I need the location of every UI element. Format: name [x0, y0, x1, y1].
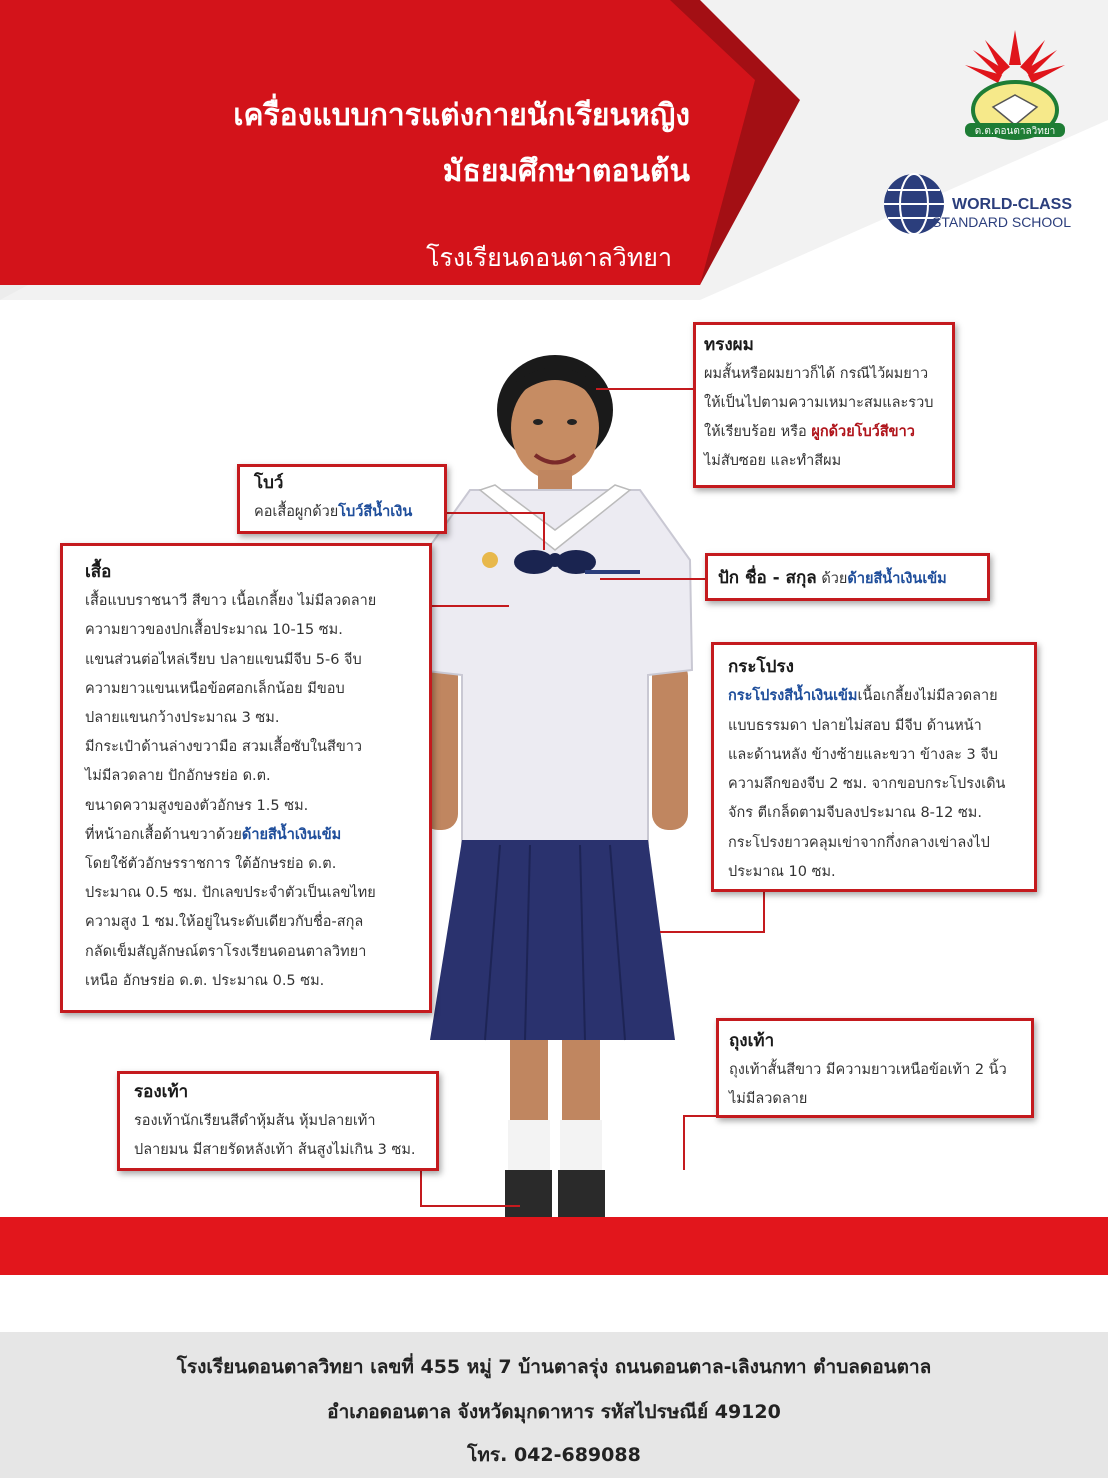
hair-heading: ทรงผม — [704, 335, 754, 355]
skirt-line-4: ความลึกของจีบ 2 ซม. จากขอบกระโปรงเดิน — [728, 776, 1006, 793]
logo-text: ด.ต.ดอนตาลวิทยา — [974, 126, 1056, 137]
hair-line-3 — [704, 418, 944, 447]
page-title — [233, 88, 690, 200]
shirt-line-2: ความยาวของปกเสื้อประมาณ 10-15 ซม. — [85, 622, 343, 639]
skirt-line-7: ประมาณ 10 ซม. — [728, 864, 836, 881]
connector-skirt-h — [660, 931, 765, 933]
shirt-line-9 — [85, 821, 407, 850]
name-heading: ปัก ชื่อ - สกุล — [718, 568, 817, 588]
badge-line-1: WORLD-CLASS — [952, 196, 1072, 213]
socks-line-2: ไม่มีลวดลาย — [729, 1091, 808, 1107]
shirt-line-7: ไม่มีลวดลาย ปักอักษรย่อ ด.ต. — [85, 768, 271, 785]
skirt-box — [711, 642, 1037, 892]
hair-box — [693, 322, 955, 488]
footer-address-1: โรงเรียนดอนตาลวิทยา เลขที่ 455 หมู่ 7 บ้านตาลรุ่ง ถนนดอนตาล-เลิงนกทา ตำบลดอนตาล — [176, 1356, 932, 1378]
connector-hair — [596, 388, 694, 390]
shirt-line-8: ขนาดความสูงของตัวอักษร 1.5 ซม. — [85, 797, 309, 814]
skirt-line-1b: เนื้อเกลี้ยงไม่มีลวดลาย — [857, 688, 998, 705]
student-photo — [410, 340, 700, 1240]
shirt-line-14: เหนือ อักษรย่อ ด.ต. ประมาณ 0.5 ซม. — [85, 972, 325, 989]
shoes-heading: รองเท้า — [134, 1082, 189, 1102]
footer-phone: โทร. 042-689088 — [467, 1444, 641, 1466]
connector-shoes-v — [420, 1168, 422, 1206]
bottom-red-band — [0, 1217, 1108, 1275]
shirt-line-10: โดยใช้ตัวอักษรราชการ ใต้อักษรย่อ ด.ต. — [85, 856, 337, 873]
socks-box — [716, 1018, 1034, 1118]
shirt-line-9a: ที่หน้าอกเสื้อด้านขวาด้วย — [85, 826, 242, 843]
shirt-line-5: ปลายแขนกว้างประมาณ 3 ซม. — [85, 710, 280, 727]
connector-socks-v — [683, 1115, 685, 1170]
skirt-color: กระโปรงสีน้ำเงินเข้ม — [728, 688, 858, 705]
bow-line-1 — [254, 498, 430, 527]
connector-skirt-v — [763, 890, 765, 932]
bow-heading: โบว์ — [254, 473, 284, 493]
shirt-box — [60, 543, 432, 1013]
skirt-line-1 — [728, 682, 1020, 711]
shirt-line-13: กลัดเข็มสัญลักษณ์ตราโรงเรียนดอนตาลวิทยา — [85, 943, 367, 960]
shoes-line-2: ปลายมน มีสายรัดหลังเท้า ส้นสูงไม่เกิน 3 ซม. — [134, 1142, 416, 1158]
hair-line-2: ให้เป็นไปตามความเหมาะสมและรวบ — [704, 395, 934, 411]
connector-bow-v — [543, 512, 545, 550]
badge-line-2: STANDARD SCHOOL — [932, 214, 1071, 230]
socks-heading: ถุงเท้า — [729, 1031, 775, 1051]
hair-line-1: ผมสั้นหรือผมยาวก็ได้ กรณีไว้ผมยาว — [704, 366, 929, 382]
socks-line-1: ถุงเท้าสั้นสีขาว มีความยาวเหนือข้อเท้า 2 นิ้ว — [729, 1062, 1007, 1078]
shirt-heading: เสื้อ — [85, 562, 112, 582]
socks — [508, 1120, 550, 1170]
skirt-line-5: จักร ตีเกล็ดตามจีบลงประมาณ 8-12 ซม. — [728, 805, 982, 822]
school-name: โรงเรียนดอนตาลวิทยา — [426, 243, 672, 272]
shirt-line-3: แขนส่วนต่อไหล่เรียบ ปลายแขนมีจีบ 5-6 จีบ — [85, 651, 362, 668]
skirt — [430, 840, 675, 1040]
skirt-line-6: กระโปรงยาวคลุมเข่าจากกึ่งกลางเข่าลงไป — [728, 834, 990, 851]
connector-name — [600, 578, 706, 580]
shirt-line-11: ประมาณ 0.5 ซม. ปักเลขประจำตัวเป็นเลขไทย — [85, 885, 376, 902]
shirt-line-4: ความยาวแขนเหนือข้อศอกเล็กน้อย มีขอบ — [85, 680, 345, 697]
connector-shirt — [429, 605, 509, 607]
bow-box — [237, 464, 447, 534]
name-thread: ด้ายสีน้ำเงินเข้ม — [847, 571, 947, 587]
title-line-1: เครื่องแบบการแต่งกายนักเรียนหญิง — [233, 98, 690, 133]
connector-bow-h — [444, 512, 544, 514]
shoes-line-1: รองเท้านักเรียนสีดำหุ้มส้น หุ้มปลายเท้า — [134, 1113, 376, 1129]
shirt-line-12: ความสูง 1 ซม.ให้อยู่ในระดับเดียวกับชื่อ-สกุล — [85, 914, 364, 931]
shirt-thread: ด้ายสีน้ำเงินเข้ม — [241, 826, 342, 843]
bow-blue: โบว์สีน้ำเงิน — [338, 504, 413, 520]
title-line-2: มัธยมศึกษาตอนต้น — [442, 154, 690, 189]
connector-shoes-h — [420, 1205, 520, 1207]
bow-line-1a: คอเสื้อผูกด้วย — [254, 504, 339, 520]
skirt-line-2: แบบธรรมดา ปลายไม่สอบ มีจีบ ด้านหน้า — [728, 717, 982, 734]
shirt-line-6: มีกระเป๋าด้านล่างขวามือ สวมเสื้อซับในสีขาว — [85, 739, 363, 756]
shoes-box — [117, 1071, 439, 1171]
skirt-heading: กระโปรง — [728, 657, 794, 677]
footer — [0, 1332, 1108, 1478]
hair-line-3a: ให้เรียบร้อย หรือ — [704, 424, 812, 440]
hair-line-4: ไม่สับซอย และทำสีผม — [704, 453, 842, 469]
name-with: ด้วย — [816, 571, 848, 587]
hair-white-bow: ผูกด้วยโบว์สีขาว — [811, 424, 915, 440]
shirt-line-1: เสื้อแบบราชนาวี สีขาว เนื้อเกลี้ยง ไม่มีลวดลาย — [85, 593, 377, 610]
school-logo — [955, 25, 1075, 145]
name-box — [705, 553, 990, 601]
footer-address-2: อำเภอดอนตาล จังหวัดมุกดาหาร รหัสไปรษณีย์ 49120 — [327, 1401, 781, 1423]
connector-socks-h — [683, 1115, 718, 1117]
skirt-line-3: และด้านหลัง ข้างซ้ายและขวา ข้างละ 3 จีบ — [728, 746, 999, 763]
